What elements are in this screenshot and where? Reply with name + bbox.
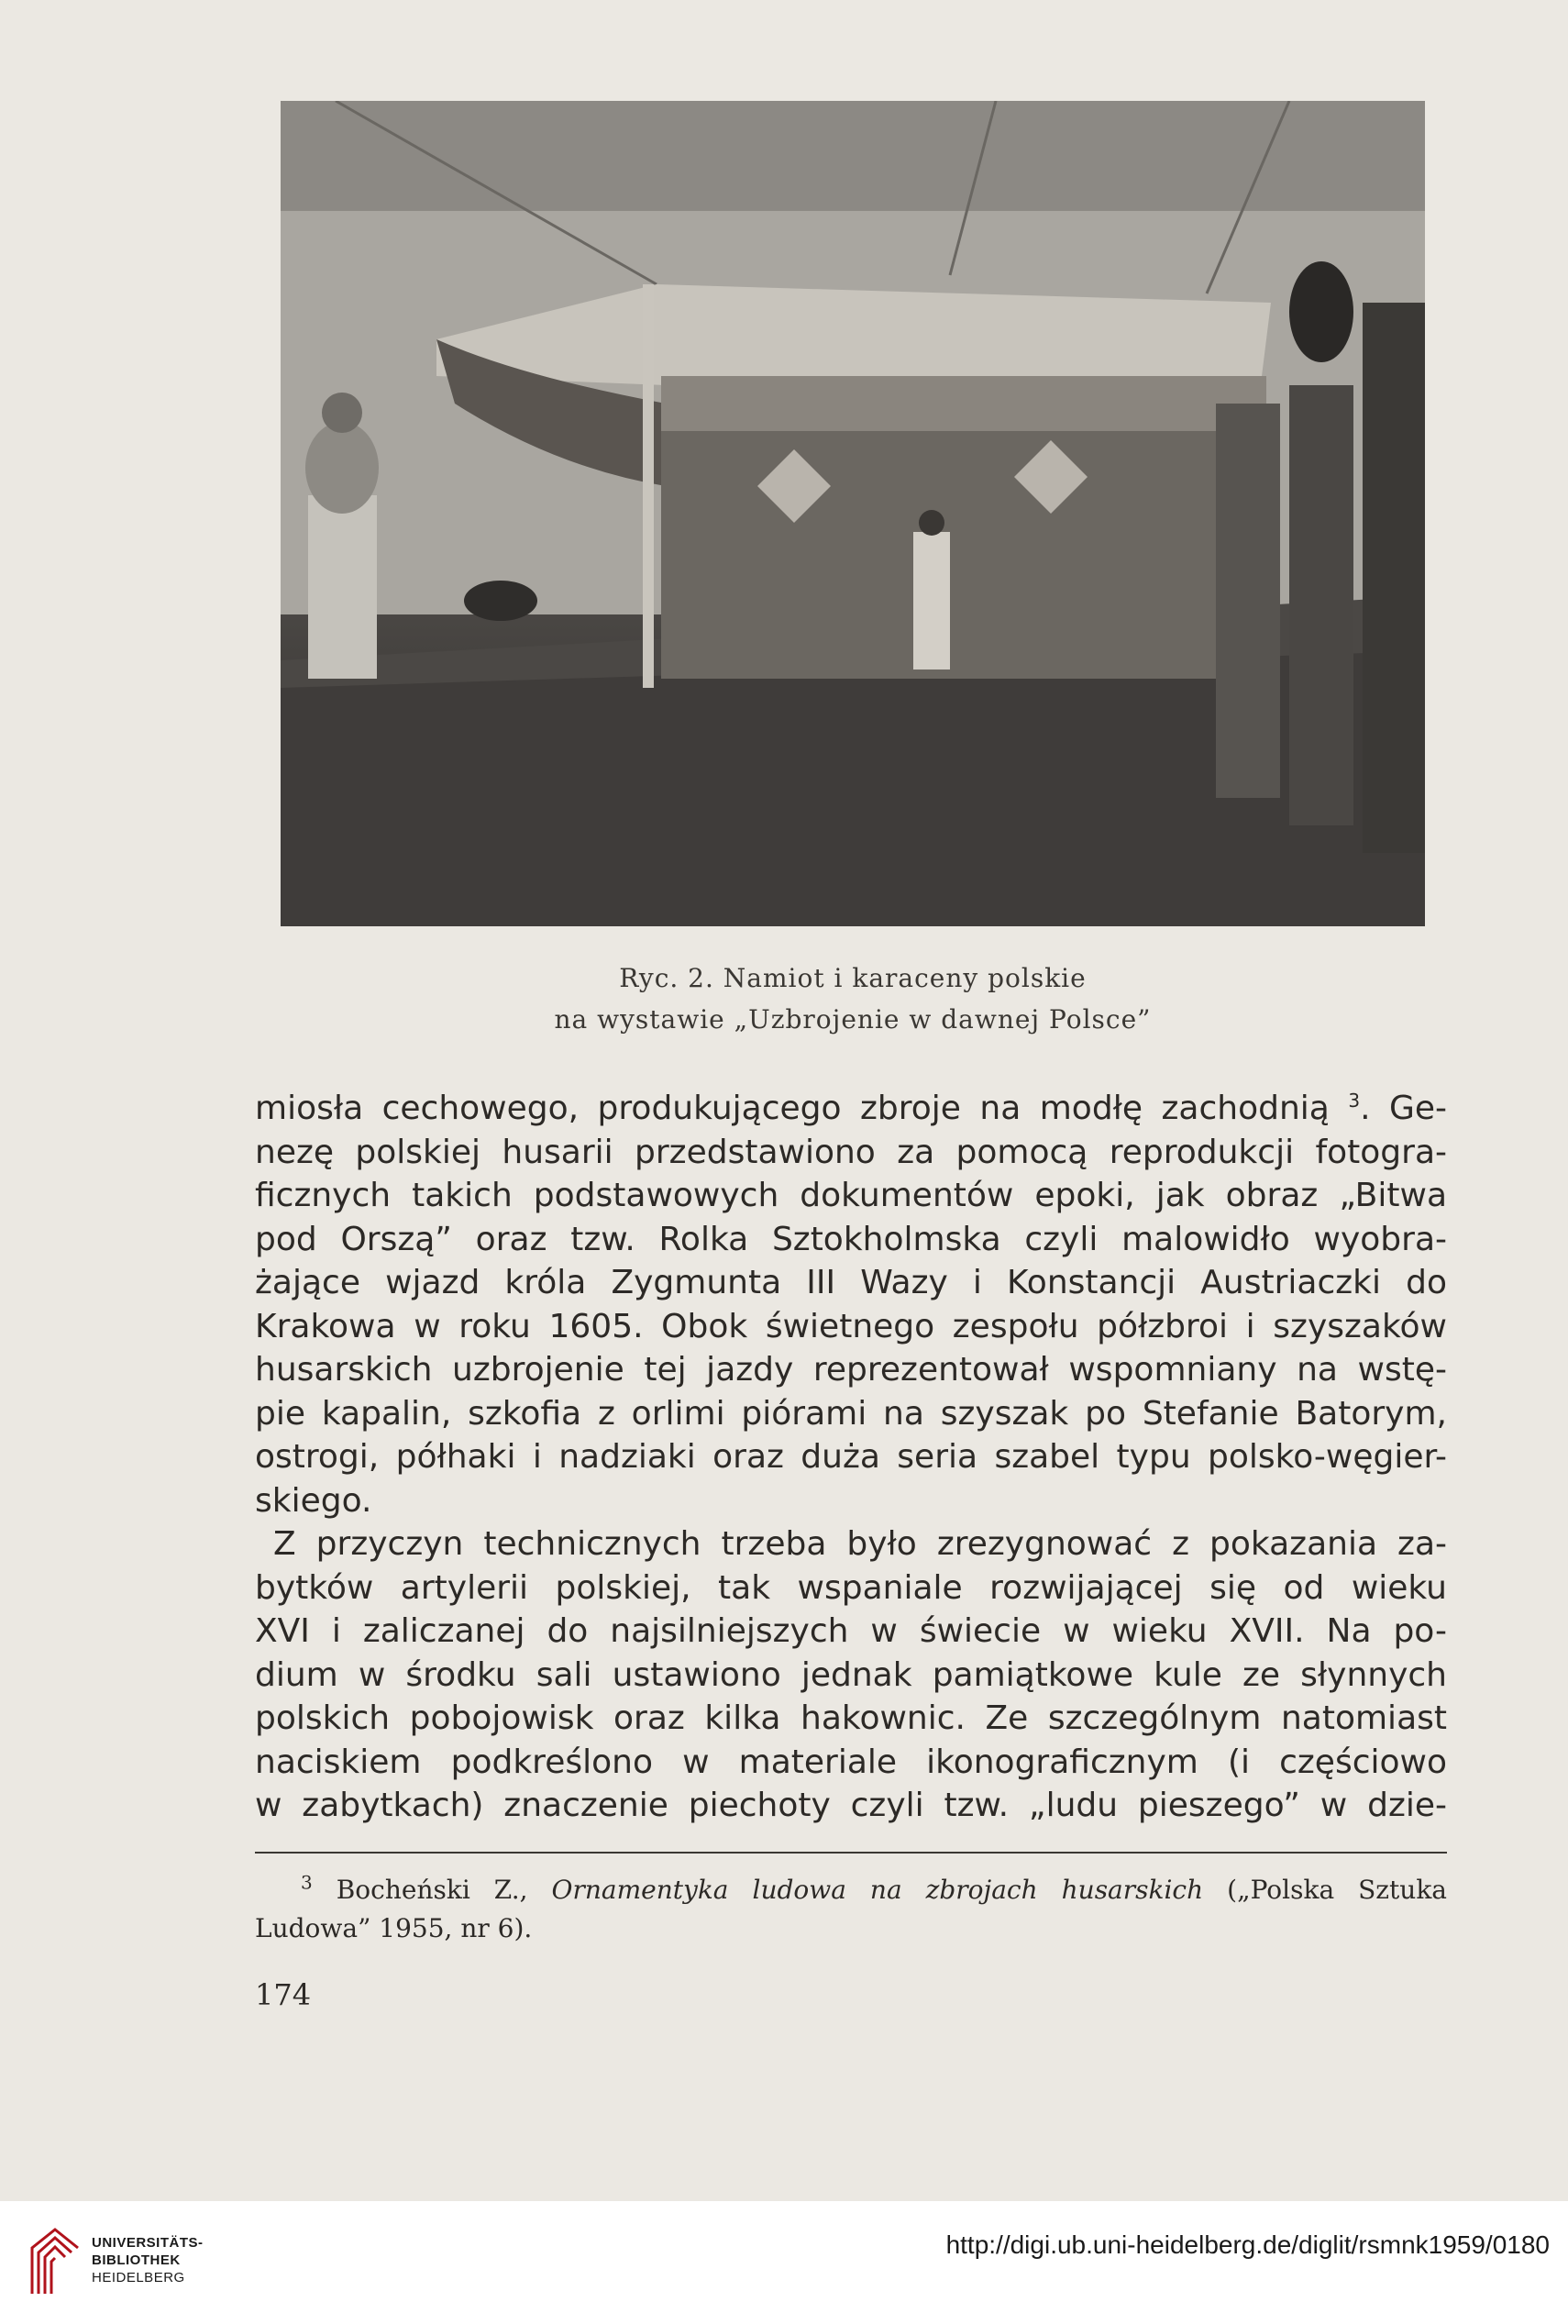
text-line: XVI i zaliczanej do najsilniejszych w świecie w wieku XVII. Na po-	[255, 1612, 1447, 1650]
footer-bar	[0, 2201, 1568, 2324]
text-line: naciskiem podkreślono w materiale ikonograficznym (i częściowo	[255, 1743, 1447, 1781]
text-line: skiego.	[255, 1481, 372, 1520]
text-line: ficznych takich podstawowych dokumentów epoki, jak obraz „Bitwa	[255, 1177, 1447, 1214]
text-line: dium w środku sali ustawiono jednak pamiątkowe kule ze słynnych	[255, 1655, 1447, 1694]
footnote-divider	[255, 1852, 1447, 1854]
text-line: nezę polskiej husarii przedstawiono za pomocą reprodukcji fotogra-	[255, 1133, 1447, 1171]
text-line: polskich pobojowisk oraz kilka hakownic. Ze szczególnym natomiast	[255, 1699, 1447, 1737]
text-line: miosła cechowego, produkującego zbroje na modłę zachodnią $^3$. Ge-	[255, 1090, 1448, 1127]
source-url-link[interactable]: http://digi.ub.uni-heidelberg.de/diglit/rsmnk1959/0180	[945, 2230, 1550, 2259]
text-line: bytków artylerii polskiej, tak wspaniale rozwijającej się od wieku	[255, 1568, 1447, 1607]
tent-and-armour-illustration	[281, 101, 1425, 926]
figure-caption-line2: na wystawie „Uzbrojenie w dawnej Polsce”	[554, 1004, 1152, 1035]
text-line: żające wjazd króla Zygmunta III Wazy i Konstancji Austriaczki do	[255, 1264, 1447, 1301]
text-line: pie kapalin, szkofia z orlimi piórami na szyszak po Stefanie Batorym,	[255, 1394, 1447, 1433]
footnote-author: Bocheński Z.,	[336, 1875, 528, 1905]
exhibition-photograph	[281, 101, 1425, 926]
footnote-title: Ornamentyka ludowa na zbrojach husarskich	[551, 1875, 1204, 1905]
text-line: Krakowa w roku 1605. Obok świetnego zespołu półzbroi i szyszaków	[255, 1307, 1447, 1345]
library-name: UNIVERSITÄTS- BIBLIOTHEK HEIDELBERG	[92, 2235, 204, 2285]
body-text	[255, 1087, 1447, 1828]
footnote-reference: 3	[1348, 1090, 1361, 1112]
text-line: ostrogi, półhaki i nadziaki oraz duża seria szabel typu polsko-węgier-	[255, 1438, 1447, 1476]
page-number: 174	[255, 1977, 312, 2012]
footnote	[255, 1871, 1447, 1948]
text-line: husarskich uzbrojenie tej jazdy reprezentował wspomniany na wstę-	[255, 1351, 1447, 1389]
text-line: pod Orszą” oraz tzw. Rolka Sztokholmska czyli malowidło wyobra-	[255, 1220, 1447, 1258]
figure-caption-line1: Ryc. 2. Namiot i karaceny polskie	[619, 963, 1087, 993]
footnote-marker: 3	[301, 1871, 313, 1894]
text-line: w zabytkach) znaczenie piechoty czyli tzw. „ludu pieszego” w dzie-	[255, 1787, 1447, 1824]
text-line: Z przyczyn technicznych trzeba było zrezygnować z pokazania za-	[273, 1525, 1447, 1563]
footnote-source-end: Ludowa” 1955, nr 6).	[255, 1913, 533, 1943]
library-logo-icon	[28, 2225, 83, 2298]
footnote-source-start: („Polska Sztuka	[1227, 1875, 1448, 1905]
